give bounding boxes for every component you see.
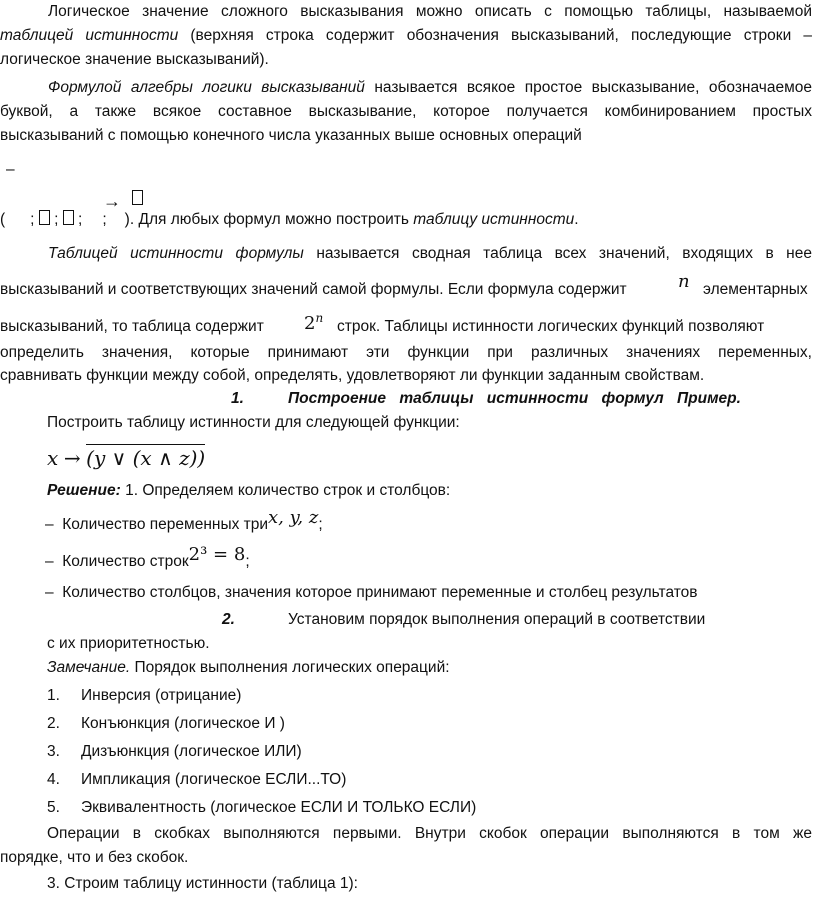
para3-line1-rest: называется сводная таблица всех значений, входящих в нее <box>303 245 812 262</box>
section1-title: Построение таблицы истинности формул Пример. <box>288 390 741 407</box>
solution-line <box>47 481 450 501</box>
term-formula: Формулой алгебры логики высказываний <box>48 79 365 96</box>
section2-cont: с их приоритетностью. <box>47 635 210 652</box>
order-item-4: 4. Импликация (логическое ЕСЛИ...ТО) <box>47 771 347 788</box>
op-box-2 <box>63 210 74 225</box>
var-n: n <box>678 271 690 292</box>
remark-line <box>47 658 450 678</box>
ops-semicolon: ; <box>78 211 83 228</box>
bullet-2: – Количество строк2³ = 8; <box>45 544 250 570</box>
order-item-2: 2. Конъюнкция (логическое И ) <box>47 715 285 732</box>
ops-semicolon: ; <box>54 211 59 228</box>
para2-line2: буквой, а также всякое составное высказывание, которое получается комбинированием простых <box>0 103 812 120</box>
ops-tail: ). Для любых формул можно построить <box>124 211 414 228</box>
arrow-symbol: → <box>103 191 121 211</box>
brackets-line1: Операции в скобках выполняются первыми. Внутри скобок операции выполняются в том же <box>47 825 812 842</box>
order-item-5: 5. Эквивалентность (логическое ЕСЛИ И ТОЛЬКО ЕСЛИ) <box>47 799 477 816</box>
ops-open-paren: ( <box>0 211 6 228</box>
para3-line3-b: строк. Таблицы истинности логических функций позволяют <box>337 318 765 335</box>
negation-bar: – <box>6 161 15 178</box>
vars-xyz: x, y, z <box>268 507 319 528</box>
operations-line <box>0 210 579 230</box>
para3-line5: сравнивать функции между собой, определять, удовлетворяют ли функции заданным свойствам. <box>0 367 705 384</box>
formula-arrow: → <box>63 446 81 470</box>
para3-line2-b: элементарных <box>703 281 808 298</box>
para1-line2 <box>0 26 812 46</box>
rows-formula: 2³ = 8 <box>188 544 246 565</box>
section2-number: 2. <box>222 611 235 628</box>
para3-line3 <box>0 311 812 337</box>
term-formula-table: Таблицей истинности формулы <box>48 245 304 262</box>
para3-line3-a: высказываний, то таблица содержит <box>0 318 264 335</box>
remark-text: Порядок выполнения логических операций: <box>130 659 450 676</box>
brackets-line2: порядке, что и без скобок. <box>0 849 189 866</box>
ops-tail-end: . <box>574 211 579 228</box>
para2-line3: высказываний с помощью конечного числа указанных выше основных операций <box>0 127 582 144</box>
para1-line3: логическое значение высказываний). <box>0 51 269 68</box>
term-truth-table-2: таблицу истинности <box>413 211 575 228</box>
para3-line2 <box>0 271 812 300</box>
section1-number: 1. <box>231 390 244 407</box>
op-box-1 <box>39 210 50 225</box>
para3-line1 <box>0 244 812 264</box>
bullet-3: – Количество столбцов, значения которое принимают переменные и столбец результатов <box>45 584 698 601</box>
formula-x: x <box>47 446 59 470</box>
para2-line1 <box>0 78 812 98</box>
formula-negated-body: (y ∨ (x ∧ z)) <box>86 446 206 470</box>
ops-semicolon: ; <box>30 211 35 228</box>
op-box-4 <box>132 190 143 210</box>
remark-label: Замечание. <box>47 659 131 676</box>
para3-line4: определить значения, которые принимают эти функции при различных значениях переменных, <box>0 344 812 361</box>
para2-line1-rest: называется всякое простое высказывание, обозначаемое <box>364 79 812 96</box>
term-truth-table: таблицей истинности <box>0 27 179 44</box>
task-text: Построить таблицу истинности для следующей функции: <box>47 414 460 431</box>
step3-text: 3. Строим таблицу истинности (таблица 1): <box>47 875 358 892</box>
para3-line2-a: высказываний и соответствующих значений самой формулы. Если формула содержит <box>0 281 627 298</box>
ops-semicolon: ; <box>102 211 107 228</box>
solution-text: 1. Определяем количество строк и столбцов: <box>120 482 451 499</box>
bullet-1: – Количество переменных триx, y, z; <box>45 507 323 533</box>
section2-text: Установим порядок выполнения операций в соответствии <box>288 611 706 628</box>
pow-2n: 2$^n$ <box>304 311 324 334</box>
order-item-3: 3. Дизъюнкция (логическое ИЛИ) <box>47 743 302 760</box>
solution-label: Решение: <box>47 482 121 499</box>
formula <box>47 444 205 473</box>
para1-line2-rest: (верхняя строка содержит обозначения высказываний, последующие строки – <box>178 27 812 44</box>
order-item-1: 1. Инверсия (отрицание) <box>47 687 242 704</box>
para1-line1: Логическое значение сложного высказывания можно описать с помощью таблицы, называемой <box>48 3 812 20</box>
